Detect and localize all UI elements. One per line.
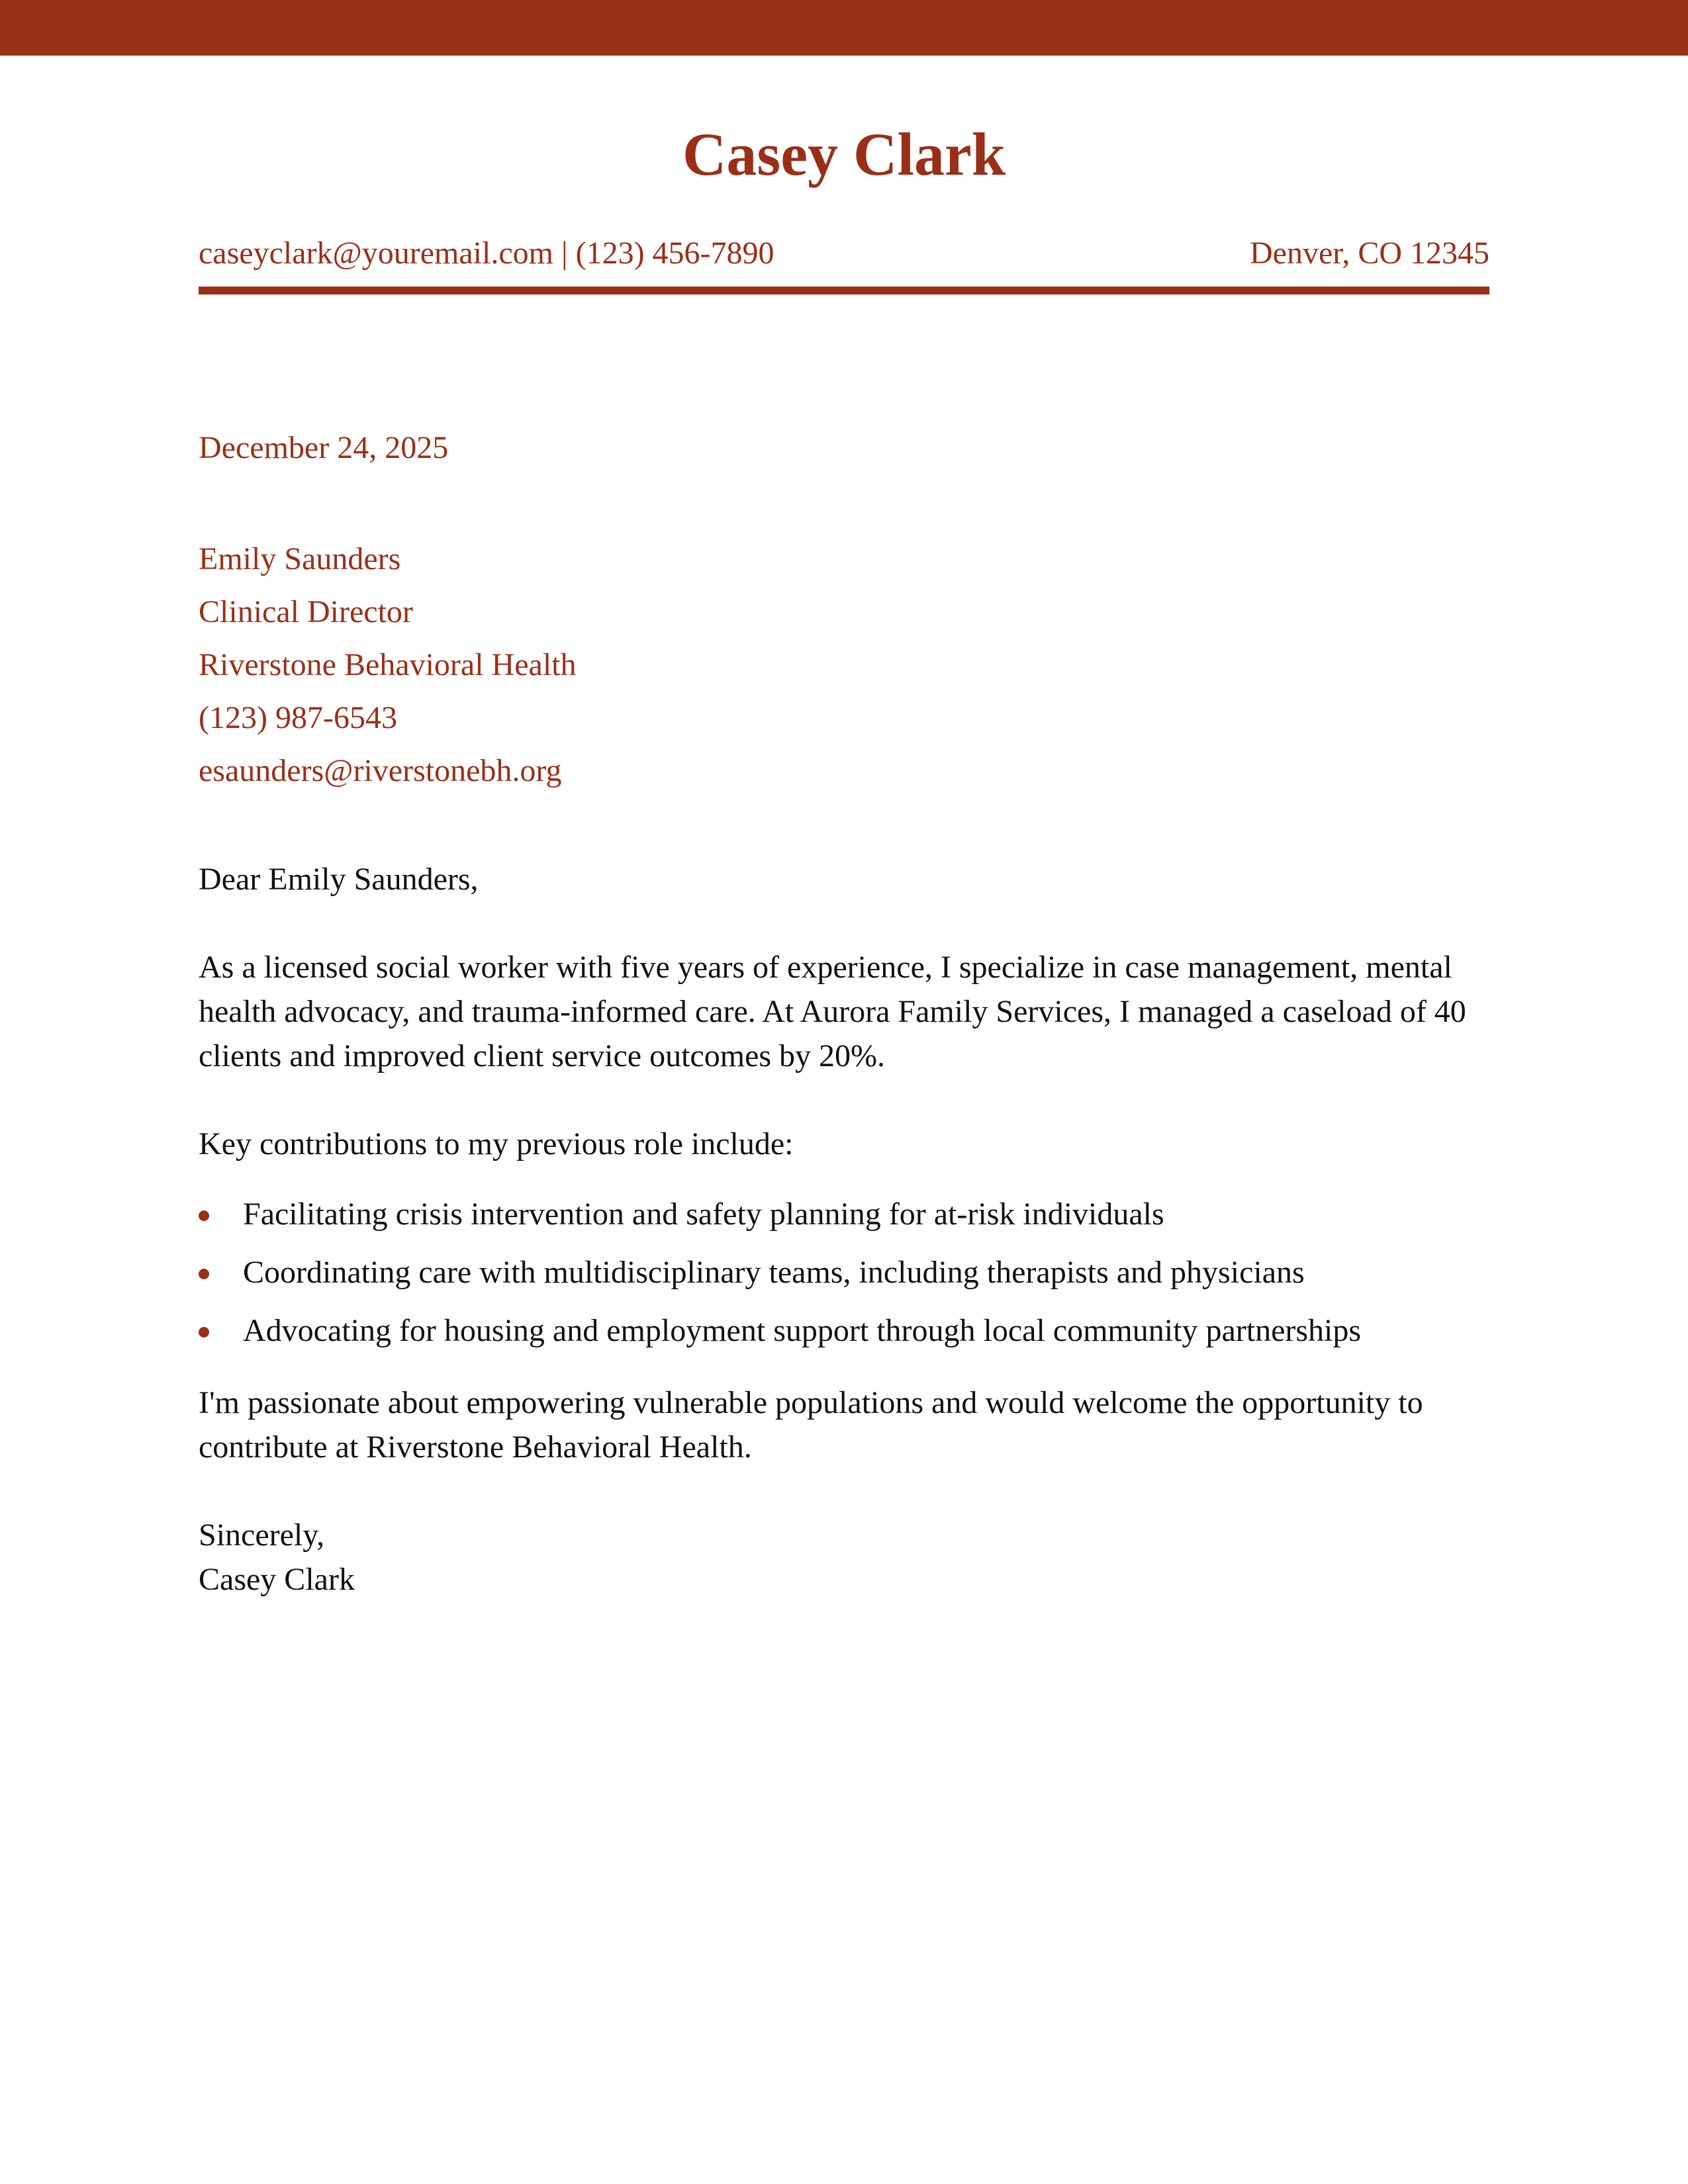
- recipient-title: Clinical Director: [199, 594, 413, 629]
- bullet-icon: [199, 1327, 209, 1338]
- contributions-list: [199, 1194, 1496, 1369]
- list-item: [199, 1252, 1496, 1310]
- recipient-block: [199, 539, 577, 803]
- contact-location: Denver, CO 12345: [1249, 236, 1489, 271]
- contributions-intro: Key contributions to my previous role include:: [199, 1126, 794, 1161]
- recipient-phone: (123) 987-6543: [199, 700, 397, 735]
- list-item-text: Coordinating care with multidisciplinary teams, including therapists and physicians: [243, 1255, 1305, 1290]
- list-item-text: Advocating for housing and employment support through local community partnerships: [243, 1313, 1362, 1348]
- closing-phrase: Sincerely,: [199, 1518, 325, 1553]
- recipient-name: Emily Saunders: [199, 541, 401, 576]
- bullet-icon: [199, 1269, 209, 1279]
- list-item: [199, 1310, 1496, 1369]
- body-paragraph-2: I'm passionate about empowering vulnerable populations and would welcome the opportunity to contribute at Riverstone Behavioral Health.: [199, 1385, 1423, 1465]
- header-divider: [199, 287, 1489, 295]
- contact-email-phone: caseyclark@youremail.com | (123) 456-7890: [199, 236, 774, 271]
- recipient-email: esaunders@riverstonebh.org: [199, 753, 562, 788]
- closing-block: [199, 1513, 355, 1602]
- salutation: Dear Emily Saunders,: [199, 862, 479, 897]
- recipient-company: Riverstone Behavioral Health: [199, 647, 577, 682]
- list-item: [199, 1194, 1496, 1252]
- top-accent-band: [0, 0, 1688, 56]
- signature-name: Casey Clark: [199, 1562, 355, 1597]
- list-item-text: Facilitating crisis intervention and safety planning for at-risk individuals: [243, 1197, 1164, 1232]
- body-paragraph-1: As a licensed social worker with five years of experience, I specialize in case management, mental health advocacy, and trauma-informed care. At Aurora Family Services, I managed a caseload of 40 clients and improved client service outcomes by 20%.: [199, 950, 1466, 1073]
- bullet-icon: [199, 1210, 209, 1221]
- sender-name: Casey Clark: [682, 120, 1006, 188]
- letter-date: December 24, 2025: [199, 430, 449, 465]
